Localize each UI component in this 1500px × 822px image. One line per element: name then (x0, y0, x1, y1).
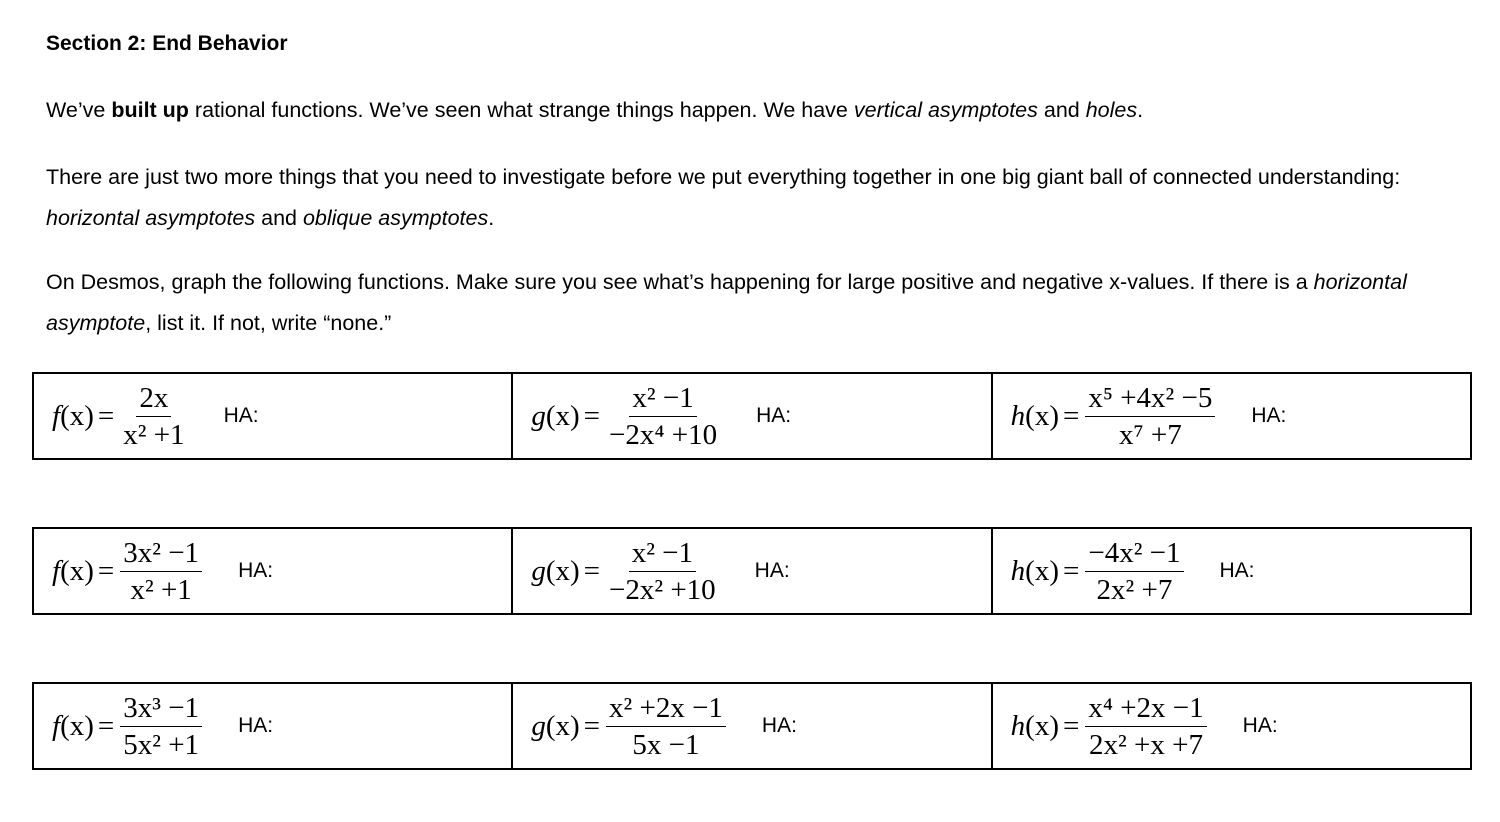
function-name: f (52, 709, 61, 742)
function-cell (992, 373, 1471, 459)
numerator: x² −1 (629, 538, 696, 572)
function-name: h (1010, 709, 1026, 742)
denominator: x² +1 (123, 418, 185, 451)
ha-label: HA: (756, 404, 792, 427)
table-row (33, 373, 1471, 459)
denominator: −2x² +10 (609, 573, 716, 606)
function-argument: (x) (60, 709, 94, 742)
function-argument: (x) (60, 399, 94, 432)
denominator: 2x² +7 (1096, 573, 1173, 606)
ha-label: HA: (1242, 714, 1278, 737)
equals-sign: = (583, 554, 601, 587)
section-heading: Section 2: End Behavior (46, 32, 288, 55)
function-cell (512, 683, 991, 769)
function-cell (992, 683, 1471, 769)
numerator: x⁴ +2x −1 (1085, 693, 1206, 727)
function-name: g (531, 554, 546, 587)
numerator: x² −1 (629, 383, 696, 417)
function-argument: (x) (1025, 399, 1059, 432)
function-name: h (1010, 554, 1026, 587)
intro-paragraph-1 (46, 90, 1466, 131)
rational-function (531, 693, 726, 760)
rational-function (52, 383, 188, 450)
ha-label: HA: (223, 404, 259, 427)
equals-sign: = (1062, 399, 1080, 432)
text: rational functions. We’ve seen what strange things happen. We have (188, 98, 854, 122)
denominator: −2x⁴ +10 (609, 418, 718, 451)
text: , list it. If not, write “none.” (145, 311, 392, 335)
function-cell (33, 373, 512, 459)
numerator: 3x³ −1 (120, 693, 202, 727)
ha-label: HA: (1219, 559, 1255, 582)
fraction (1085, 693, 1206, 760)
function-table-1 (32, 372, 1472, 460)
function-argument: (x) (1025, 554, 1059, 587)
function-argument: (x) (545, 709, 580, 742)
function-name: h (1010, 399, 1026, 432)
ha-label: HA: (754, 559, 790, 582)
equals-sign: = (1062, 554, 1080, 587)
numerator: x² +2x −1 (606, 693, 726, 727)
italic-text: oblique asymptotes (302, 206, 489, 230)
rational-function (1011, 383, 1216, 450)
text: On Desmos, graph the following functions. Make sure you see what’s happening for large positive and negative x-values. If there is a (46, 270, 1314, 294)
fraction (1085, 538, 1183, 605)
ha-label: HA: (238, 714, 274, 737)
equals-sign: = (583, 709, 601, 742)
text: . (488, 206, 495, 230)
italic-text: horizontal asymptote (46, 270, 1407, 335)
function-cell (512, 528, 991, 614)
equals-sign: = (97, 709, 115, 742)
rational-function (1011, 693, 1207, 760)
text: and (255, 206, 303, 230)
rational-function (52, 538, 202, 605)
table-row (33, 683, 1471, 769)
denominator: 2x² +x +7 (1089, 728, 1203, 761)
numerator: −4x² −1 (1085, 538, 1183, 572)
function-argument: (x) (1025, 709, 1059, 742)
text: We’ve (46, 98, 112, 122)
text: . (1137, 98, 1144, 122)
function-name: g (531, 709, 546, 742)
equals-sign: = (583, 399, 601, 432)
function-name: f (52, 399, 61, 432)
equals-sign: = (97, 554, 115, 587)
ha-label: HA: (761, 714, 797, 737)
function-name: f (52, 554, 61, 587)
numerator: 3x² −1 (120, 538, 202, 572)
fraction (606, 538, 719, 605)
ha-label: HA: (1251, 404, 1287, 427)
numerator: 2x (136, 383, 171, 417)
function-table-3 (32, 682, 1472, 770)
equals-sign: = (97, 399, 115, 432)
rational-function (531, 538, 718, 605)
italic-text: vertical asymptotes (853, 98, 1038, 122)
function-cell (512, 373, 991, 459)
bold-text: built up (111, 98, 189, 122)
equals-sign: = (1062, 709, 1080, 742)
function-cell (33, 528, 512, 614)
function-cell (992, 528, 1471, 614)
fraction (1085, 383, 1215, 450)
numerator: x⁵ +4x² −5 (1085, 383, 1215, 417)
text: and (1037, 98, 1086, 122)
fraction (606, 693, 726, 760)
text: There are just two more things that you need to investigate before we put everything together in one big giant ball of connected understanding: (46, 165, 1401, 189)
fraction (120, 538, 202, 605)
function-argument: (x) (60, 554, 94, 587)
fraction (120, 693, 202, 760)
denominator: x² +1 (130, 573, 192, 606)
fraction (120, 383, 187, 450)
rational-function (531, 383, 720, 450)
intro-paragraph-2 (46, 157, 1466, 239)
rational-function (52, 693, 202, 760)
denominator: 5x −1 (632, 728, 700, 761)
denominator: 5x² +1 (123, 728, 200, 761)
table-row (33, 528, 1471, 614)
fraction (606, 383, 720, 450)
rational-function (1011, 538, 1184, 605)
function-argument: (x) (545, 554, 580, 587)
function-argument: (x) (545, 399, 580, 432)
denominator: x⁷ +7 (1118, 418, 1182, 451)
instructions-paragraph (46, 262, 1466, 344)
function-name: g (531, 399, 546, 432)
ha-label: HA: (238, 559, 274, 582)
italic-text: holes (1085, 98, 1138, 122)
function-table-2 (32, 527, 1472, 615)
function-cell (33, 683, 512, 769)
italic-text: horizontal asymptotes (46, 206, 256, 230)
